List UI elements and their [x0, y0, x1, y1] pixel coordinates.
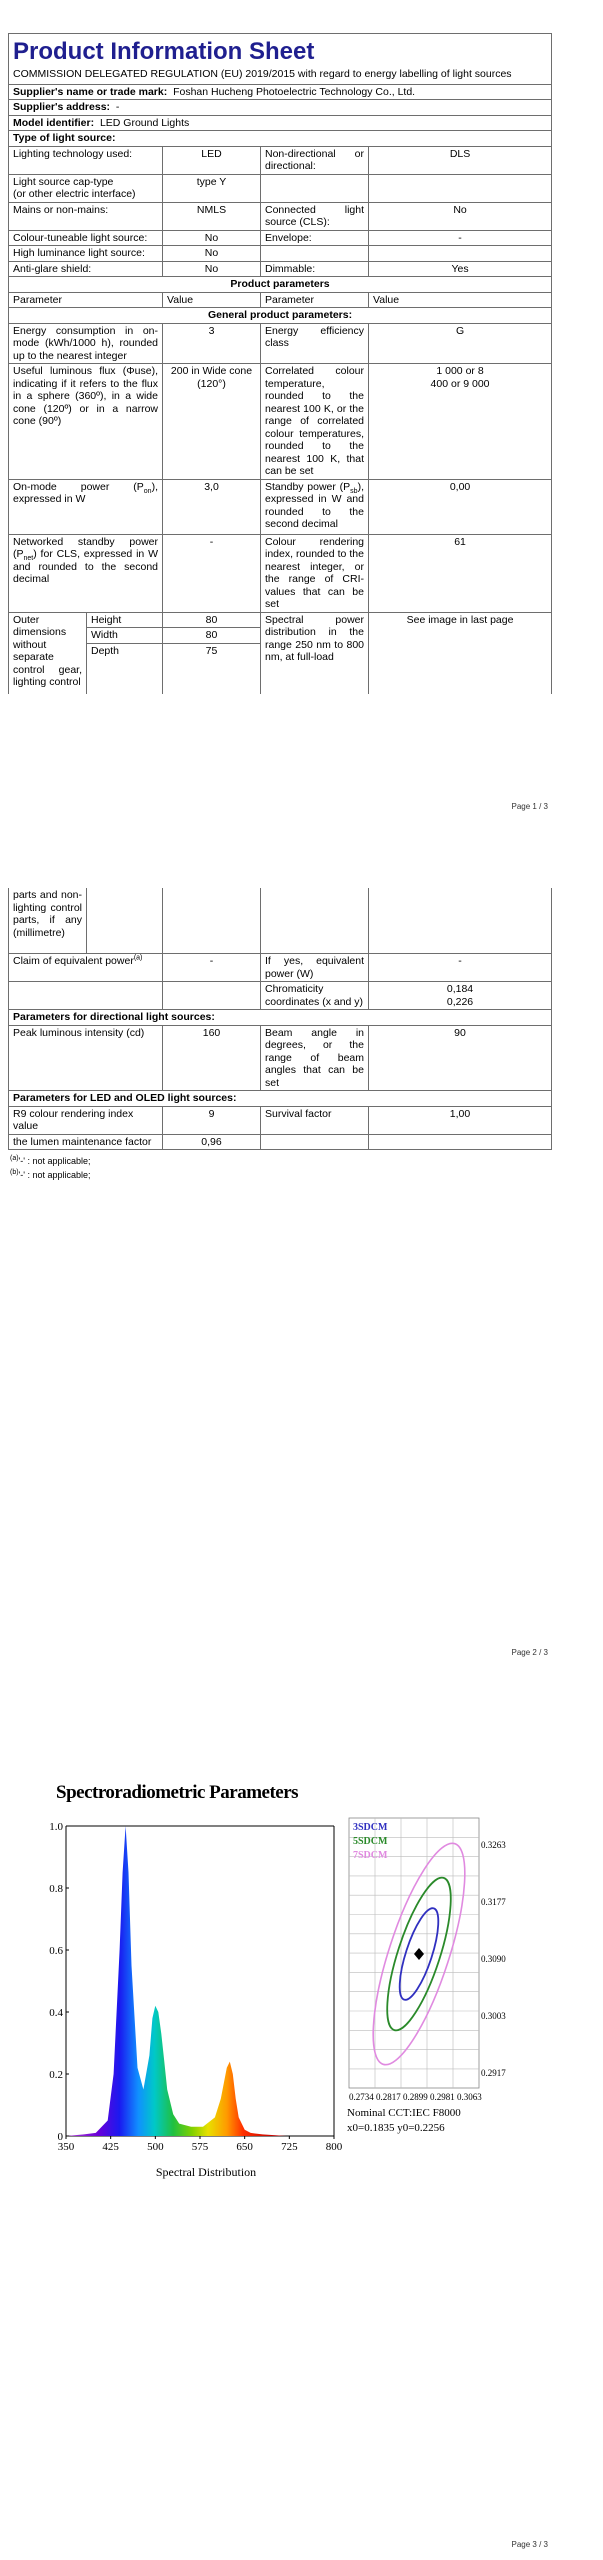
- y-tick-label: 0.8: [49, 1883, 63, 1895]
- onmode-sub: on: [143, 487, 152, 495]
- x-tick-label: 800: [325, 2141, 343, 2153]
- lumen-value: 0,96: [163, 1134, 261, 1150]
- page-number: Page 3 / 3: [511, 2540, 548, 2549]
- footnote-b-text: '-' : not applicable;: [18, 1170, 91, 1180]
- page-number: Page 1 / 3: [511, 802, 548, 811]
- standby-label: Standby power (P: [265, 480, 351, 493]
- standby-label-end: ), expressed in W and rounded to the second decimal: [265, 480, 364, 530]
- dimmable-label: Dimmable:: [261, 261, 369, 277]
- equiv-value: -: [369, 954, 552, 982]
- y-tick-label: 1.0: [49, 1821, 63, 1833]
- legend-3sdcm: 3SDCM: [353, 1822, 388, 1833]
- y-tick-label: 0.2: [49, 2069, 63, 2081]
- footnote-a-mark: (a): [10, 1155, 19, 1162]
- energy-value: 3: [163, 323, 261, 364]
- mains-label: Mains or non-mains:: [9, 202, 163, 230]
- info-table-continued: [8, 888, 552, 1150]
- cie-y-tick-5: 0.2917: [481, 2068, 506, 2078]
- depth-value: 75: [163, 643, 261, 658]
- cie-caption-coords: x0=0.1835 y0=0.2256: [347, 2122, 445, 2134]
- cie-x-tick-3: 0.2899: [403, 2092, 428, 2102]
- legend-7sdcm: 7SDCM: [353, 1850, 388, 1861]
- mains-value: NMLS: [163, 202, 261, 230]
- flux-label: Useful luminous flux (Φuse), indicating if it refers to the flux in a sphere (360º), in a wide cone (120º) or in a narrow cone (90º): [9, 364, 163, 480]
- onmode-value: 3,0: [163, 479, 261, 534]
- outer-dimensions-label: Outer dimensions without separate control gear, lighting control: [9, 612, 87, 694]
- chroma-value-y: 0,226: [446, 995, 474, 1008]
- cie-caption-cct: Nominal CCT:IEC F8000: [347, 2107, 461, 2119]
- r9-label: R9 colour rendering index value: [9, 1106, 163, 1134]
- address-value: -: [115, 101, 120, 113]
- height-value: 80: [163, 612, 261, 628]
- cie-x-tick-5: 0.3063: [457, 2092, 482, 2102]
- spd-label: Spectral power distribution in the range 250 nm to 800 nm, at full-load: [261, 612, 369, 694]
- chroma-value-x: 0,184: [446, 983, 474, 995]
- networked-value: -: [163, 534, 261, 612]
- cie-x-tick-4: 0.2981: [430, 2092, 455, 2102]
- spd-value: See image in last page: [369, 612, 552, 694]
- footnote-b: [10, 1168, 551, 1182]
- claim-sup: (a): [133, 954, 143, 962]
- info-sheet-continued: [8, 888, 551, 1182]
- supplier-value: Foshan Hucheng Photoelectric Technology Co., Ltd.: [173, 85, 416, 98]
- spectral-chart: [44, 1814, 344, 2184]
- anti-glare-label: Anti-glare shield:: [9, 261, 163, 277]
- onmode-label: On-mode power (P: [13, 480, 144, 493]
- cap-type-sub-label: (or other electric interface): [13, 188, 136, 200]
- x-axis-label: Spectral Distribution: [155, 2165, 257, 2179]
- product-params-header: Product parameters: [9, 277, 552, 293]
- r9-value: 9: [163, 1106, 261, 1134]
- x-tick-label: 500: [147, 2141, 164, 2153]
- peak-value: 160: [163, 1025, 261, 1091]
- regulation-text: COMMISSION DELEGATED REGULATION (EU) 2019/2015 with regard to energy labelling of light sources: [13, 68, 512, 80]
- cie-y-tick-2: 0.3177: [481, 1897, 506, 1907]
- address-label: Supplier's address:: [13, 101, 111, 113]
- legend-5sdcm: 5SDCM: [353, 1836, 388, 1847]
- lighting-tech-value: LED: [163, 146, 261, 174]
- colour-tuneable-label: Colour-tuneable light source:: [9, 230, 163, 246]
- footnote-b-mark: (b): [10, 1169, 19, 1176]
- supplier-label: Supplier's name or trade mark:: [13, 85, 168, 98]
- claim-value: -: [163, 954, 261, 982]
- chroma-label: Chromaticity coordinates (x and y): [261, 982, 369, 1010]
- col-value-2: Value: [369, 292, 552, 308]
- cie-y-tick-1: 0.3263: [481, 1840, 506, 1850]
- footnotes: [8, 1154, 551, 1182]
- connected-value: No: [369, 202, 552, 230]
- footnote-a: [10, 1154, 551, 1168]
- col-parameter-2: Parameter: [261, 292, 369, 308]
- page-number: Page 2 / 3: [511, 1648, 548, 1657]
- cap-type-value: type Y: [163, 174, 261, 202]
- footnote-a-text: '-' : not applicable;: [18, 1156, 91, 1166]
- lumen-label: the lumen maintenance factor: [9, 1134, 163, 1150]
- high-lum-value: No: [163, 246, 261, 262]
- directional-header: Parameters for directional light sources:: [9, 1010, 552, 1026]
- networked-label: Networked standby power (P: [13, 535, 158, 560]
- survival-label: Survival factor: [261, 1106, 369, 1134]
- page-title: Product Information Sheet: [13, 38, 315, 65]
- x-tick-label: 650: [236, 2141, 253, 2153]
- cie-y-tick-4: 0.3003: [481, 2011, 506, 2021]
- envelope-value: -: [369, 230, 552, 246]
- beam-value: 90: [369, 1025, 552, 1091]
- cie-chromaticity-diagram: [345, 1814, 523, 2154]
- x-tick-label: 725: [281, 2141, 298, 2153]
- width-value: 80: [163, 628, 261, 644]
- width-label: Width: [87, 628, 163, 644]
- y-tick-label: 0.4: [49, 2007, 63, 2019]
- x-ticks: [58, 2136, 343, 2153]
- standby-sub: sb: [350, 487, 358, 495]
- chart-axes: [66, 1826, 334, 2136]
- onmode-label-end: ), expressed in W: [13, 480, 158, 505]
- anti-glare-value: No: [163, 261, 261, 277]
- info-sheet: [8, 33, 551, 694]
- cct-value-1: 1 000 or 8: [436, 365, 484, 377]
- survival-value: 1,00: [369, 1106, 552, 1134]
- flux-value: 200 in Wide cone (120°): [163, 364, 261, 480]
- nondirectional-label: Non-directional or directional:: [261, 146, 369, 174]
- colour-tuneable-value: No: [163, 230, 261, 246]
- led-header: Parameters for LED and OLED light sources:: [9, 1091, 552, 1107]
- spectrum-area: [66, 1826, 334, 2136]
- page-1: [0, 0, 603, 820]
- y-tick-label: 0: [57, 2131, 63, 2143]
- standby-value: 0,00: [369, 479, 552, 534]
- equiv-label: If yes, equivalent power (W): [261, 954, 369, 982]
- cri-value: 61: [369, 534, 552, 612]
- lighting-tech-label: Lighting technology used:: [9, 146, 163, 174]
- depth-label: Depth: [87, 643, 163, 658]
- model-label: Model identifier:: [13, 116, 95, 129]
- cap-type-label: Light source cap-type: [13, 175, 114, 188]
- envelope-label: Envelope:: [261, 230, 369, 246]
- outer-dimensions-label-continued: parts and non-lighting control parts, if any (millimetre): [9, 888, 87, 954]
- page-2: [0, 888, 603, 1688]
- general-params-header: General product parameters:: [9, 308, 552, 324]
- cie-y-tick-3: 0.3090: [481, 1954, 506, 1964]
- spectro-title: Spectroradiometric Parameters: [56, 1782, 299, 1803]
- networked-label-end: ) for CLS, expressed in W and rounded to the second decimal: [13, 548, 158, 585]
- x-tick-label: 425: [102, 2141, 119, 2153]
- high-lum-label: High luminance light source:: [9, 246, 163, 262]
- claim-label: Claim of equivalent power: [13, 955, 134, 967]
- col-parameter: Parameter: [9, 292, 163, 308]
- efficiency-value: G: [369, 323, 552, 364]
- type-label: Type of light source:: [9, 131, 552, 147]
- x-tick-label: 350: [57, 2141, 75, 2153]
- nondirectional-value: DLS: [369, 146, 552, 174]
- info-table: [8, 33, 552, 694]
- connected-label: Connected light source (CLS):: [261, 202, 369, 230]
- y-tick-label: 0.6: [49, 1945, 63, 1957]
- peak-label: Peak luminous intensity (cd): [9, 1025, 163, 1091]
- cct-label: Correlated colour temperature, rounded to the nearest 100 K, or the range of correlated colour temperatures, rounded to the nearest 100 K, that can be set: [261, 364, 369, 480]
- efficiency-label: Energy efficiency class: [261, 323, 369, 364]
- model-value: LED Ground Lights: [99, 116, 190, 129]
- x-tick-label: 575: [191, 2141, 209, 2153]
- cie-x-tick-1: 0.2734: [349, 2092, 374, 2102]
- dimmable-value: Yes: [369, 261, 552, 277]
- col-value: Value: [163, 292, 261, 308]
- networked-sub: net: [23, 555, 34, 563]
- cie-x-tick-2: 0.2817: [376, 2092, 401, 2102]
- page-3: [0, 1762, 603, 2560]
- energy-label: Energy consumption in on-mode (kWh/1000 h), rounded up to the nearest integer: [9, 323, 163, 364]
- cri-label: Colour rendering index, rounded to the nearest integer, or the range of CRI-values that can be set: [261, 534, 369, 612]
- beam-label: Beam angle in degrees, or the range of beam angles that can be set: [261, 1025, 369, 1091]
- cct-value-2: 400 or 9 000: [430, 377, 490, 390]
- height-label: Height: [87, 612, 163, 628]
